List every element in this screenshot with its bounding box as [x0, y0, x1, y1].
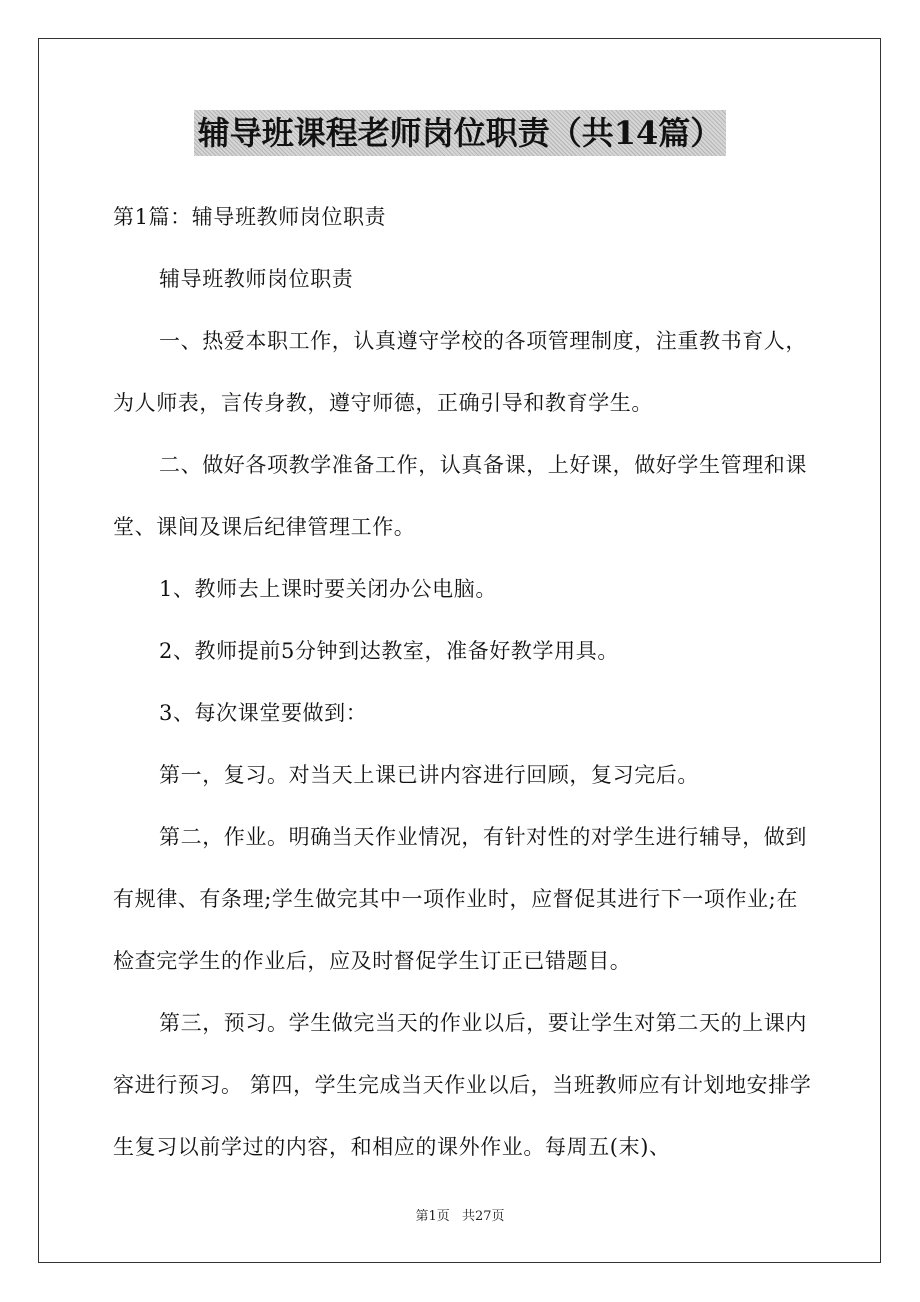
- paragraph: 二、做好各项教学准备工作，认真备课，上好课，做好学生管理和课堂、课间及课后纪律管理工作。: [113, 453, 807, 539]
- paragraph: 1、教师去上课时要关闭办公电脑。: [159, 577, 497, 601]
- page-total: 共27页: [461, 1209, 505, 1224]
- page-number: 第1页: [415, 1209, 450, 1224]
- paragraph: 3、每次课堂要做到：: [159, 701, 368, 725]
- paragraph: 第1篇：辅导班教师岗位职责: [113, 205, 387, 229]
- page-footer: [0, 1205, 920, 1224]
- paragraph: 2、教师提前5分钟到达教室，准备好教学用具。: [159, 639, 619, 663]
- document-body: [113, 186, 813, 1178]
- paragraph: 第二，作业。明确当天作业情况，有针对性的对学生进行辅导，做到有规律、有条理;学生做完其中一项作业时，应督促其进行下一项作业;在检查完学生的作业后，应及时督促学生订正已错题目。: [113, 825, 807, 973]
- paragraph: 一、热爱本职工作，认真遵守学校的各项管理制度，注重教书育人，为人师表，言传身教，遵守师德，正确引导和教育学生。: [113, 329, 807, 415]
- document-title: 辅导班课程老师岗位职责（共14篇）: [194, 110, 727, 156]
- paragraph: 第一，复习。对当天上课已讲内容进行回顾，复习完后。: [159, 763, 699, 787]
- paragraph: 辅导班教师岗位职责: [159, 267, 354, 291]
- title-container: [0, 110, 920, 156]
- paragraph: 第三，预习。学生做完当天的作业以后，要让学生对第二天的上课内容进行预习。 第四，学生完成当天作业以后，当班教师应有计划地安排学生复习以前学过的内容，和相应的课外作业。每周五(末)、: [113, 1011, 812, 1159]
